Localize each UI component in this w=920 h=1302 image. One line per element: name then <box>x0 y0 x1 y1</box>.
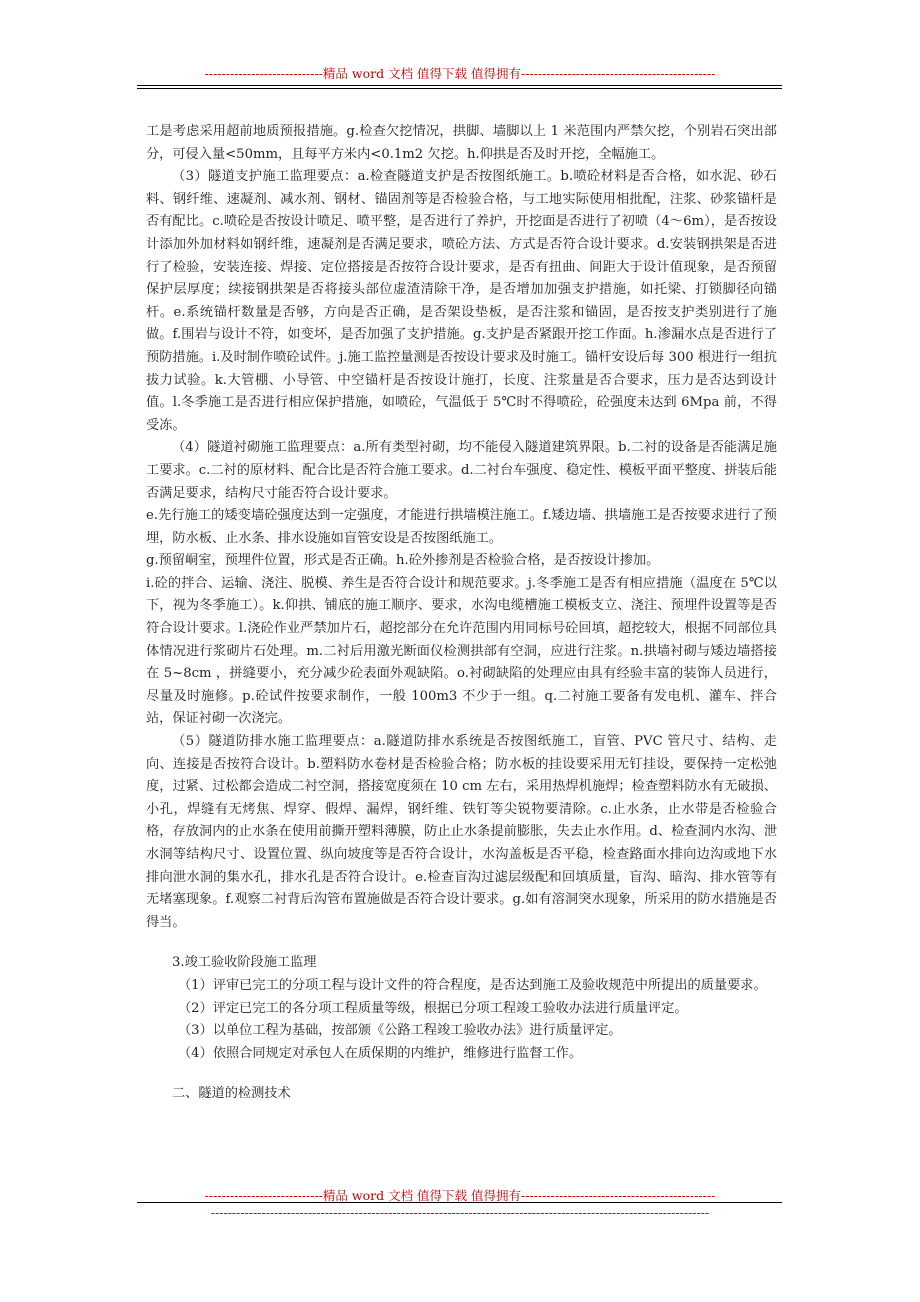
paragraph: g.预留峒室，预埋件位置，形式是否正确。h.砼外掺剂是否检验合格，是否按设计掺加。 <box>146 553 660 569</box>
paragraph: e.先行施工的矮变墙砼强度达到一定强度，才能进行拱墙模注施工。f.矮边墙、拱墙施工是否按要求进行了预埋，防水板、止水条、排水设施如盲管安设是否按图纸施工。 <box>146 508 777 546</box>
footer-banner: ----------------------------精品 word 文档 值得下载 值得拥有---------------------------------------------- <box>204 1188 716 1203</box>
header-rule-bottom <box>137 88 782 89</box>
footer-rule <box>137 1202 782 1203</box>
section-heading: 二、隧道的检测技术 <box>172 1086 291 1102</box>
paragraph: （4）隧道衬砌施工监理要点：a.所有类型衬砌，均不能侵入隧道建筑界限。b.二衬的设备是否能满足施工要求。c.二衬的原材料、配合比是否符合施工要求。d.二衬台车强度、稳定性、模板平面平整度、拼装后能否满足要求，结构尺寸能否符合设计要求。 <box>146 440 777 501</box>
paragraph: （5）隧道防排水施工监理要点：a.隧道防排水系统是否按图纸施工，盲管、PVC 管尺寸、结构、走向、连接是否按符合设计。b.塑料防水卷材是否检验合格；防水板的挂设要采用无钉挂设，要保持一定松弛度，过紧、过松都会造成二衬空洞，搭接宽度须在 10 cm 左右，采用热焊机施焊；检查塑料防水有无破损、小孔，焊缝有无烤焦、焊穿、假焊、漏焊，钢纤维、铁钉等尖锐物要清除。c.止水条，止水带是否检验合格，存放洞内的止水条在使用前撕开塑料薄膜，防止止水条提前膨胀，失去止水作用。d、检查洞内水沟、泄水洞等结构尺寸、设置位置、纵向坡度等是否符合设计，水沟盖板是否平稳，检查路面水排向边沟或地下水排向泄水洞的集水孔，排水孔是否符合设计。e.检查盲沟过滤层级配和回填质量，盲沟、暗沟、排水管等有无堵塞现象。f.观察二衬背后沟管布置施做是否符合设计要求。g.如有溶洞突水现象，所采用的防水措施是否得当。 <box>146 734 777 930</box>
list-item: （4）依照合同规定对承包人在质保期的内维护，维修进行监督工作。 <box>178 1045 583 1061</box>
list-item: （1）评审已完工的分项工程与设计文件的符合程度，是否达到施工及验收规范中所提出的质量要求。 <box>178 977 767 993</box>
paragraph: 工是考虑采用超前地质预报措施。g.检查欠挖情况，拱脚、墙脚以上 1 米范围内严禁欠挖，个别岩石突出部分，可侵入量<50mm，且每平方米内<0.1m2 欠挖。h.仰拱是否及时开挖，全幅施工。 <box>146 124 777 162</box>
document-body <box>146 121 777 1106</box>
footer-dashes: ---------------------------------------------------------------------------------------------------------------------- <box>210 1205 710 1220</box>
section-heading: 3.竣工验收阶段施工监理 <box>172 955 317 971</box>
header-banner: ----------------------------精品 word 文档 值得下载 值得拥有---------------------------------------------- <box>204 66 716 81</box>
paragraph: （3）隧道支护施工监理要点：a.检查隧道支护是否按图纸施工。b.喷砼材料是否合格，如水泥、砂石料、钢纤维、速凝剂、减水剂、钢材、锚固剂等是否检验合格，与工地实际使用相批配，注浆、砂浆锚杆是否有配比。c.喷砼是否按设计喷足、喷平整，是否进行了养护，开挖面是否进行了初喷（4～6m），是否按设计添加外加材料如钢纤维，速凝剂是否满足要求，喷砼方法、方式是否符合设计要求。d.安装钢拱架是否进行了检验，安装连接、焊接、定位搭接是否按符合设计要求，是否有扭曲、间距大于设计值现象，是否预留保护层厚度；续接钢拱架是否将接头部位虚渣清除干净，是否增加加强支护措施，如托梁、打锁脚径向锚杆。e.系统锚杆数量是否够，方向是否正确，是否架设垫板，是否注浆和锚固，是否按支护类别进行了施做。f.围岩与设计不符，如变坏，是否加强了支护措施。g.支护是否紧跟开挖工作面。h.渗漏水点是否进行了预防措施。i.及时制作喷砼试件。j.施工监控量测是否按设计要求及时施工。锚杆安设后每 300 根进行一组抗拔力试验。k.大管棚、小导管、中空锚杆是否按设计施打，长度、注浆量是否合要求，压力是否达到设计值。l.冬季施工是否进行相应保护措施，如喷砼，气温低于 5℃时不得喷砼，砼强度未达到 6Mpa 前，不得受冻。 <box>146 169 777 433</box>
paragraph: i.砼的拌合、运输、浇注、脱模、养生是否符合设计和规范要求。j.冬季施工是否有相应措施（温度在 5℃以下，视为冬季施工）。k.仰拱、铺底的施工顺序、要求，水沟电缆槽施工模板支立、浇注、预埋件设置等是否符合设计要求。l.浇砼作业严禁加片石，超挖部分在允许范围内用同标号砼回填，超挖较大，根据不同部位具体情况进行浆砌片石处理。m.二衬后用激光断面仪检测拱部有空洞，应进行注浆。n.拱墙衬砌与矮边墙搭接在 5~8cm ，拼缝要小，充分减少砼表面外观缺陷。o.衬砌缺陷的处理应由具有经验丰富的装饰人员进行，尽量及时施修。p.砼试件按要求制作，一般 100m3 不少于一组。q.二衬施工要备有发电机、灌车、拌合站，保证衬砌一次浇完。 <box>146 575 777 727</box>
list-item: （3）以单位工程为基础，按部颁《公路工程竣工验收办法》进行质量评定。 <box>178 1023 622 1039</box>
list-item: （2）评定已完工的各分项工程质量等级，根据已分项工程竣工验收办法进行质量评定。 <box>178 1000 688 1016</box>
header-rule-top <box>137 85 782 86</box>
